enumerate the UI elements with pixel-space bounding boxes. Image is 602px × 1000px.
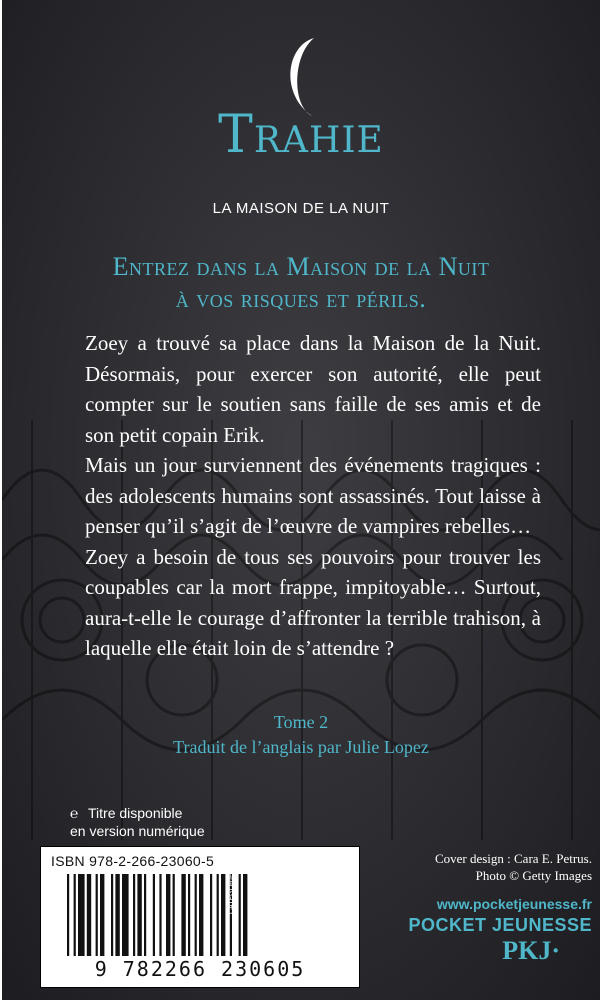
synopsis-paragraph: Zoey a besoin de tous ses pouvoirs pour trouver les coupables car la mort frappe, impitoyable… Surtout, aura-t-elle le courage d’affronter la terrible trahison, à laquelle elle était loin de s’attendre ? (85, 544, 541, 660)
digital-line-1: Titre disponible (88, 805, 183, 821)
publisher-name: POCKET JEUNESSE (408, 915, 592, 935)
barcode-bar (210, 874, 212, 956)
barcode (67, 874, 347, 956)
barcode-block (40, 846, 360, 988)
barcode-bar (100, 874, 104, 956)
publisher-logo: PKJ· (502, 936, 560, 965)
barcode-bar (221, 874, 225, 956)
barcode-digits: 9 782266 230605 (94, 957, 306, 981)
barcode-bar (166, 874, 170, 956)
synopsis-paragraph: Mais un jour surviennent des événements tragiques : des adolescents humains sont assassinés. Tout laisse à penser qu’il s’agit de l’œuvre de vampires rebelles… (85, 453, 541, 538)
barcode-bar (115, 874, 119, 956)
barcode-bar (96, 874, 98, 956)
barcode-bar (137, 874, 141, 956)
isbn: ISBN 978-2-266-23060-5 (51, 853, 215, 869)
back-cover (2, 0, 600, 1000)
book-title: Trahie (218, 105, 384, 165)
barcode-bar (78, 874, 85, 956)
barcode-bar (188, 874, 190, 956)
barcode-bar (67, 874, 69, 956)
barcode-bar (199, 874, 203, 956)
barcode-bar (153, 874, 155, 956)
barcode-bar (111, 874, 113, 956)
series-name: LA MAISON DE LA NUIT (212, 200, 390, 217)
publisher-website: www.pocketjeunesse.fr (436, 896, 592, 912)
digital-line-2: en version numérique (70, 823, 205, 839)
translator-credit: Traduit de l’anglais par Julie Lopez (173, 737, 429, 757)
barcode-bar (144, 874, 146, 956)
category-label: CATÉGORIE (228, 873, 235, 914)
barcode-bar (173, 874, 175, 956)
barcode-bar (239, 874, 241, 956)
barcode-bar (87, 874, 91, 956)
tagline-line-2: à vos risques et périls. (175, 284, 427, 313)
barcode-bar (74, 874, 76, 956)
barcode-bar (122, 874, 129, 956)
barcode-bar (217, 874, 219, 956)
synopsis-paragraph: Zoey a trouvé sa place dans la Maison de la Nuit. Désormais, pour exercer son autorité, elle peut compter sur le soutien sans faille de ses amis et de son petit copain Erik. (85, 331, 541, 447)
volume-number: Tome 2 (273, 712, 329, 732)
photo-credit: Photo © Getty Images (475, 868, 592, 883)
barcode-bar (133, 874, 135, 956)
category-number: 7 (246, 924, 265, 962)
tagline-line-1: Entrez dans la Maison de la Nuit (112, 252, 490, 281)
digital-edition-icon: ℮ (70, 805, 79, 821)
cover-design-credit: Cover design : Cara E. Petrus. (434, 851, 592, 866)
barcode-bar (181, 874, 185, 956)
barcode-bar (159, 874, 161, 956)
barcode-bar (195, 874, 197, 956)
synopsis (85, 328, 541, 664)
digital-availability (70, 804, 205, 840)
